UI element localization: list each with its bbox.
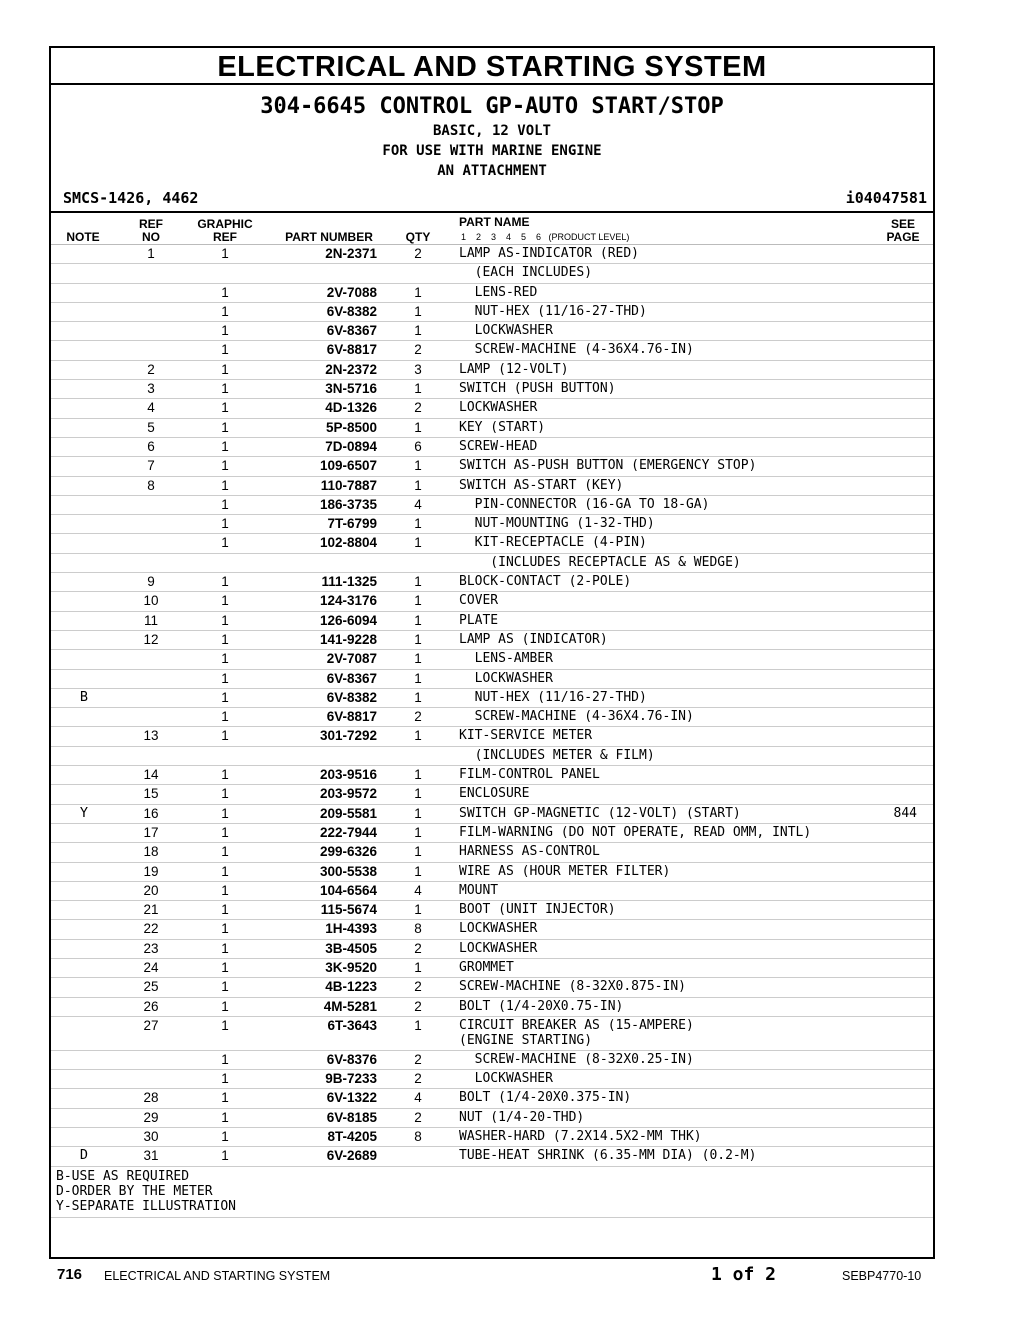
qty-cell: 1 (414, 631, 422, 647)
qty-cell: 1 (414, 419, 422, 435)
qty-cell: 1 (414, 863, 422, 879)
part-name-cell: KIT-RECEPTACLE (4-PIN) (459, 535, 647, 551)
table-row (51, 785, 933, 804)
graphic-ref-cell: 1 (221, 1148, 229, 1164)
graphic-ref-cell: 1 (221, 419, 229, 435)
table-row (51, 843, 933, 862)
qty-cell: 1 (414, 612, 422, 628)
ref-no-cell: 16 (143, 805, 159, 821)
ref-no-cell: 10 (143, 593, 159, 609)
part-number-cell: 6V-8185 (326, 1109, 377, 1125)
part-name-cell: SCREW-HEAD (459, 438, 538, 454)
qty-cell: 8 (414, 1129, 422, 1145)
part-name-cell: SWITCH AS-PUSH BUTTON (EMERGENCY STOP) (459, 458, 757, 474)
table-row (51, 438, 933, 457)
qty-cell: 1 (414, 728, 422, 744)
ref-no-cell: 22 (143, 921, 159, 937)
part-name-cell: SCREW-MACHINE (8-32X0.875-IN) (459, 979, 686, 995)
table-row (51, 361, 933, 380)
part-number-cell: 222-7944 (319, 824, 377, 840)
ref-no-cell: 20 (143, 882, 159, 898)
ref-no-cell: 25 (143, 979, 159, 995)
header-part-name: PART NAME (459, 215, 530, 229)
note-cell: D (79, 1147, 89, 1164)
qty-cell: 1 (414, 805, 422, 821)
part-number-cell: 3B-4505 (325, 940, 377, 956)
part-name-cell: SCREW-MACHINE (8-32X0.25-IN) (459, 1051, 694, 1067)
table-row (51, 978, 933, 997)
part-number-cell: 2V-7088 (326, 284, 377, 300)
graphic-ref-cell: 1 (221, 381, 229, 397)
header-divider (51, 211, 933, 213)
part-number-cell: 4D-1326 (325, 400, 377, 416)
table-row (51, 419, 933, 438)
part-number-cell: 2N-2371 (325, 246, 377, 261)
table-row (51, 670, 933, 689)
part-name-cell: LOCKWASHER (459, 670, 553, 686)
part-name-cell: PLATE (459, 612, 499, 628)
graphic-ref-cell: 1 (221, 844, 229, 860)
part-number-cell: 6V-8367 (326, 323, 377, 339)
table-row (51, 920, 933, 939)
part-name-cell: KEY (START) (459, 419, 546, 435)
graphic-ref-cell: 1 (221, 998, 229, 1014)
qty-cell: 2 (414, 1109, 422, 1125)
qty-cell: 2 (414, 246, 422, 261)
part-number-cell: 6V-8817 (326, 709, 377, 725)
ref-no-cell: 3 (147, 381, 155, 397)
graphic-ref-cell: 1 (221, 535, 229, 551)
qty-cell: 1 (414, 303, 422, 319)
graphic-ref-cell: 1 (221, 959, 229, 975)
part-name-cell: LENS-RED (459, 284, 538, 300)
part-number-cell: 6V-8382 (326, 689, 377, 705)
part-name-cell: LOCKWASHER (459, 323, 553, 339)
graphic-ref-cell: 1 (221, 496, 229, 512)
part-number-cell: 6V-2689 (326, 1148, 377, 1164)
qty-cell: 4 (414, 882, 422, 898)
footer-section: ELECTRICAL AND STARTING SYSTEM (104, 1269, 331, 1283)
part-number-cell: 104-6564 (319, 882, 377, 898)
part-name-cell: NUT-HEX (11/16-27-THD) (459, 689, 647, 705)
ref-no-cell: 2 (147, 361, 155, 377)
qty-cell: 2 (414, 998, 422, 1014)
part-number-cell: 6V-8817 (326, 342, 377, 358)
graphic-ref-cell: 1 (221, 361, 229, 377)
table-row (51, 940, 933, 959)
qty-cell: 2 (414, 709, 422, 725)
table-row (51, 284, 933, 303)
main-title: ELECTRICAL AND STARTING SYSTEM (217, 51, 767, 83)
part-number-cell: 9B-7233 (325, 1071, 377, 1087)
qty-cell: 1 (414, 593, 422, 609)
table-row (51, 650, 933, 669)
table-row (51, 592, 933, 611)
graphic-ref-cell: 1 (221, 458, 229, 474)
table-row (51, 631, 933, 650)
part-name-cell: LENS-AMBER (459, 651, 553, 667)
part-name-cell: SCREW-MACHINE (4-36X4.76-IN) (459, 709, 694, 725)
graphic-ref-cell: 1 (221, 342, 229, 358)
qty-cell: 1 (414, 516, 422, 532)
table-row (51, 1017, 933, 1051)
ref-no-cell: 11 (143, 612, 158, 628)
part-name-cell: LOCKWASHER (459, 1071, 553, 1087)
part-name-cell: LOCKWASHER (459, 400, 538, 416)
header-see-page: SEE PAGE (886, 217, 920, 244)
part-name-cell: LAMP AS (INDICATOR) (459, 631, 608, 647)
part-name-cell: NUT-MOUNTING (1-32-THD) (459, 516, 655, 532)
part-name-cell: NUT (1/4-20-THD) (459, 1109, 585, 1125)
part-number-cell: 115-5674 (320, 902, 377, 918)
table-row (51, 1089, 933, 1108)
graphic-ref-cell: 1 (221, 400, 229, 416)
part-name-cell: WASHER-HARD (7.2X14.5X2-MM THK) (459, 1129, 702, 1145)
qty-cell: 1 (414, 477, 422, 493)
table-row (51, 727, 933, 746)
table-row (51, 303, 933, 322)
part-name-cell: ENCLOSURE (459, 786, 530, 802)
graphic-ref-cell: 1 (221, 805, 229, 821)
table-row (51, 863, 933, 882)
part-number-cell: 203-9572 (319, 786, 377, 802)
qty-cell: 1 (414, 323, 422, 339)
ref-no-cell: 27 (143, 1017, 159, 1033)
qty-cell: 4 (414, 496, 422, 512)
graphic-ref-cell: 1 (221, 284, 229, 300)
part-number-cell: 111-1325 (321, 574, 377, 590)
part-number-cell: 2V-7087 (326, 651, 377, 667)
part-number-cell: 300-5538 (319, 863, 377, 879)
ref-no-cell: 1 (147, 246, 155, 261)
part-name-cell: (INCLUDES METER & FILM) (459, 747, 655, 763)
qty-cell: 1 (414, 284, 422, 300)
footer-page-count: 1 of 2 (711, 1264, 777, 1285)
part-name-cell: GROMMET (459, 959, 514, 975)
part-number-cell: 4M-5281 (323, 998, 377, 1014)
qty-cell: 1 (414, 844, 422, 860)
part-name-cell: WIRE AS (HOUR METER FILTER) (459, 863, 671, 879)
ref-no-cell: 13 (143, 728, 159, 744)
subtitle-line-2: FOR USE WITH MARINE ENGINE (382, 143, 602, 159)
footer-page-number: 716 (57, 1266, 83, 1283)
table-row (51, 1051, 933, 1070)
graphic-ref-cell: 1 (221, 438, 229, 454)
part-number-cell: 6V-8367 (326, 670, 377, 686)
ref-no-cell: 8 (147, 477, 155, 493)
table-row (51, 245, 933, 264)
header-graphic-ref: GRAPHIC REF (197, 217, 253, 244)
footer-document-id: SEBP4770-10 (842, 1269, 922, 1283)
part-number-cell: 301-7292 (319, 728, 377, 744)
part-number-cell: 102-8804 (319, 535, 377, 551)
graphic-ref-cell: 1 (221, 670, 229, 686)
note-cell: Y (79, 804, 89, 821)
graphic-ref-cell: 1 (221, 477, 229, 493)
graphic-ref-cell: 1 (221, 631, 229, 647)
part-number-cell: 203-9516 (319, 767, 377, 783)
part-number-cell: 124-3176 (319, 593, 377, 609)
notes-legend (51, 1167, 933, 1218)
part-name-cell: BOLT (1/4-20X0.375-IN) (459, 1090, 632, 1106)
qty-cell: 2 (414, 979, 422, 995)
part-name-cell: PIN-CONNECTOR (16-GA TO 18-GA) (459, 496, 710, 512)
part-name-cell: HARNESS AS-CONTROL (459, 844, 600, 860)
qty-cell: 3 (414, 361, 422, 377)
graphic-ref-cell: 1 (221, 303, 229, 319)
part-name-cell: KIT-SERVICE METER (459, 728, 593, 744)
graphic-ref-cell: 1 (221, 979, 229, 995)
table-row (51, 496, 933, 515)
table-row (51, 824, 933, 843)
part-name-cell: LOCKWASHER (459, 940, 538, 956)
graphic-ref-cell: 1 (221, 574, 229, 590)
qty-cell: 2 (414, 1071, 422, 1087)
part-name-cell: SWITCH AS-START (KEY) (459, 477, 624, 493)
note-legend-item: D-ORDER BY THE METER (56, 1183, 213, 1199)
subtitle-line-1: BASIC, 12 VOLT (432, 123, 551, 139)
qty-cell: 1 (414, 1017, 422, 1033)
qty-cell: 4 (414, 1090, 422, 1106)
table-row (51, 534, 933, 553)
part-name-cell: FILM-WARNING (DO NOT OPERATE, READ OMM, INTL) (459, 824, 812, 840)
part-number-cell: 7T-6799 (327, 516, 377, 532)
header-part-number: PART NUMBER (285, 230, 373, 244)
graphic-ref-cell: 1 (221, 940, 229, 956)
ref-no-cell: 14 (143, 767, 159, 783)
graphic-ref-cell: 1 (221, 1109, 229, 1125)
part-number-cell: 1H-4393 (325, 921, 377, 937)
table-row (51, 573, 933, 592)
see-page-cell: 844 (893, 805, 917, 821)
parts-page-frame (49, 46, 935, 1259)
graphic-ref-cell: 1 (221, 651, 229, 667)
part-name-cell: BLOCK-CONTACT (2-POLE) (459, 574, 632, 590)
graphic-ref-cell: 1 (221, 689, 229, 705)
table-row (51, 689, 933, 708)
table-row (51, 515, 933, 534)
table-row (51, 1147, 933, 1166)
table-row (51, 882, 933, 901)
part-name-cell: BOLT (1/4-20X0.75-IN) (459, 998, 624, 1014)
ref-no-cell: 18 (143, 844, 159, 860)
part-number-cell: 4B-1223 (325, 979, 377, 995)
ref-no-cell: 9 (147, 574, 155, 590)
ref-no-cell: 29 (143, 1109, 159, 1125)
graphic-ref-cell: 1 (221, 786, 229, 802)
part-name-cell: FILM-CONTROL PANEL (459, 767, 600, 783)
table-row (51, 708, 933, 727)
part-number-cell: 6V-8382 (326, 303, 377, 319)
ref-no-cell: 7 (147, 458, 155, 474)
part-number-cell: 141-9228 (319, 631, 377, 647)
header-ref-no: REF NO (139, 217, 163, 244)
part-number-cell: 7D-0894 (325, 438, 377, 454)
graphic-ref-cell: 1 (221, 1090, 229, 1106)
qty-cell: 1 (414, 689, 422, 705)
table-row (51, 805, 933, 824)
graphic-ref-cell: 1 (221, 767, 229, 783)
part-number-cell: 3K-9520 (325, 959, 377, 975)
qty-cell: 1 (414, 786, 422, 802)
qty-cell: 1 (414, 824, 422, 840)
table-row (51, 1128, 933, 1147)
part-number-cell: 8T-4205 (327, 1129, 377, 1145)
part-name-cell: NUT-HEX (11/16-27-THD) (459, 303, 647, 319)
table-row (51, 1109, 933, 1128)
ref-no-cell: 5 (147, 419, 155, 435)
part-number-cell: 109-6507 (319, 458, 377, 474)
table-row (51, 457, 933, 476)
qty-cell: 1 (414, 381, 422, 397)
table-row (51, 901, 933, 920)
part-number-cell: 126-6094 (319, 612, 377, 628)
part-number-cell: 209-5581 (319, 805, 377, 821)
graphic-ref-cell: 1 (221, 824, 229, 840)
note-legend-item: B-USE AS REQUIRED (56, 1168, 190, 1184)
ref-no-cell: 17 (143, 824, 159, 840)
subtitle-line-3: AN ATTACHMENT (437, 163, 547, 179)
qty-cell: 1 (414, 959, 422, 975)
part-name-cell: TUBE-HEAT SHRINK (6.35-MM DIA) (0.2-M) (459, 1148, 757, 1164)
part-number-cell: 6T-3643 (327, 1017, 377, 1033)
header-qty: QTY (405, 230, 431, 244)
part-number-cell: 299-6326 (319, 844, 377, 860)
table-row (51, 612, 933, 631)
qty-cell: 1 (414, 651, 422, 667)
qty-cell: 2 (414, 1051, 422, 1067)
title-divider (51, 83, 933, 85)
qty-cell: 2 (414, 342, 422, 358)
graphic-ref-cell: 1 (221, 246, 229, 261)
graphic-ref-cell: 1 (221, 1051, 229, 1067)
table-row (51, 399, 933, 418)
part-name-cell: LOCKWASHER (459, 921, 538, 937)
ref-no-cell: 26 (143, 998, 159, 1014)
table-row (51, 998, 933, 1017)
ref-no-cell: 4 (147, 400, 155, 416)
table-row (51, 959, 933, 978)
ref-no-cell: 28 (143, 1090, 159, 1106)
part-number-cell: 186-3735 (319, 496, 377, 512)
table-row (51, 1070, 933, 1089)
ref-no-cell: 12 (143, 631, 159, 647)
qty-cell: 1 (414, 670, 422, 686)
ref-no-cell: 23 (143, 940, 159, 956)
table-row (51, 322, 933, 341)
graphic-ref-cell: 1 (221, 921, 229, 937)
part-name-cell: LAMP (12-VOLT) (459, 361, 569, 377)
smcs-code: SMCS-1426, 4462 (63, 189, 199, 207)
qty-cell: 2 (414, 400, 422, 416)
parts-table (51, 245, 933, 1218)
table-row (51, 341, 933, 360)
table-row (51, 380, 933, 399)
qty-cell: 1 (414, 574, 422, 590)
table-row (51, 264, 933, 283)
part-name-cell: CIRCUIT BREAKER AS (15-AMPERE) (ENGINE STARTING) (459, 1017, 694, 1048)
ref-no-cell: 31 (143, 1148, 159, 1164)
group-title: 304-6645 CONTROL GP-AUTO START/STOP (260, 94, 724, 119)
graphic-ref-cell: 1 (221, 612, 229, 628)
qty-cell: 1 (414, 458, 422, 474)
graphic-ref-cell: 1 (221, 863, 229, 879)
part-name-cell: (INCLUDES RECEPTACLE AS & WEDGE) (459, 554, 741, 570)
graphic-ref-cell: 1 (221, 323, 229, 339)
qty-cell: 1 (414, 535, 422, 551)
qty-cell: 8 (414, 921, 422, 937)
note-legend-item: Y-SEPARATE ILLUSTRATION (56, 1198, 237, 1214)
table-row (51, 747, 933, 766)
header-product-levels: 1 2 3 4 5 6 (PRODUCT LEVEL) (461, 232, 630, 242)
ref-no-cell: 15 (143, 786, 159, 802)
graphic-ref-cell: 1 (221, 593, 229, 609)
illustration-id: i04047581 (845, 189, 927, 207)
graphic-ref-cell: 1 (221, 1017, 229, 1033)
graphic-ref-cell: 1 (221, 882, 229, 898)
part-number-cell: 6V-1322 (326, 1090, 377, 1106)
part-number-cell: 110-7887 (320, 477, 377, 493)
part-number-cell: 6V-8376 (326, 1051, 377, 1067)
table-row (51, 477, 933, 496)
graphic-ref-cell: 1 (221, 1129, 229, 1145)
part-name-cell: SWITCH (PUSH BUTTON) (459, 381, 616, 397)
part-number-cell: 2N-2372 (325, 361, 377, 377)
ref-no-cell: 6 (147, 438, 155, 454)
header-note: NOTE (66, 230, 100, 244)
part-number-cell: 3N-5716 (325, 381, 377, 397)
table-row (51, 554, 933, 573)
part-name-cell: SWITCH GP-MAGNETIC (12-VOLT) (START) (459, 805, 741, 821)
table-row (51, 766, 933, 785)
part-name-cell: SCREW-MACHINE (4-36X4.76-IN) (459, 342, 694, 358)
qty-cell: 1 (414, 767, 422, 783)
graphic-ref-cell: 1 (221, 516, 229, 532)
graphic-ref-cell: 1 (221, 902, 229, 918)
part-number-cell: 5P-8500 (325, 419, 377, 435)
qty-cell: 2 (414, 940, 422, 956)
ref-no-cell: 30 (143, 1129, 159, 1145)
note-cell: B (79, 688, 89, 705)
part-name-cell: BOOT (UNIT INJECTOR) (459, 902, 616, 918)
graphic-ref-cell: 1 (221, 709, 229, 725)
ref-no-cell: 21 (143, 902, 159, 918)
part-name-cell: MOUNT (459, 882, 499, 898)
part-name-cell: LAMP AS-INDICATOR (RED) (459, 246, 640, 261)
ref-no-cell: 19 (143, 863, 159, 879)
qty-cell: 1 (414, 902, 422, 918)
graphic-ref-cell: 1 (221, 728, 229, 744)
ref-no-cell: 24 (143, 959, 159, 975)
graphic-ref-cell: 1 (221, 1071, 229, 1087)
part-name-cell: (EACH INCLUDES) (459, 265, 593, 281)
part-name-cell: COVER (459, 593, 499, 609)
qty-cell: 6 (414, 438, 422, 454)
